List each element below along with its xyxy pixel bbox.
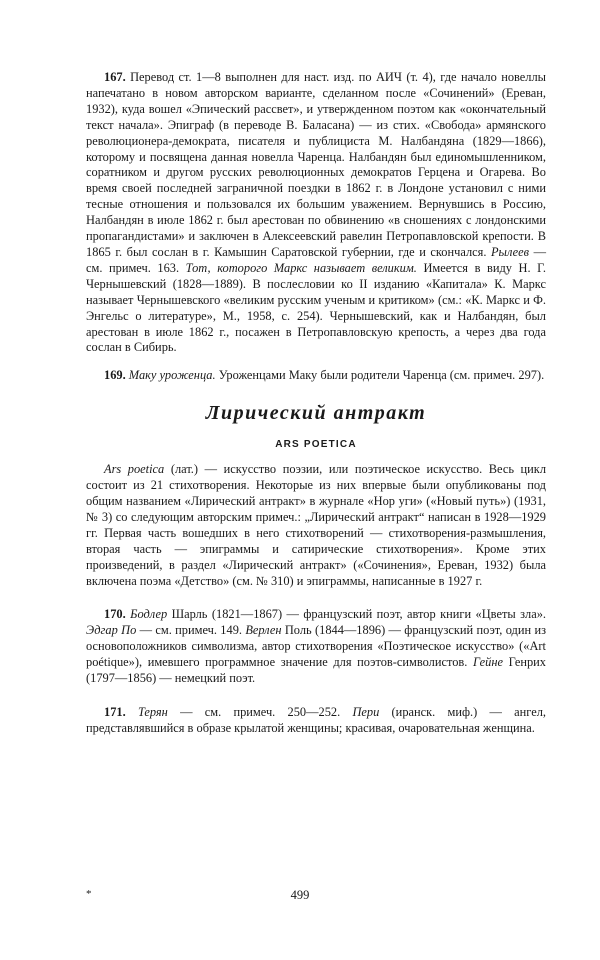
note-text: — см. примеч. 149. [136,623,246,638]
note-167 [86,70,546,356]
note-text: Имеется в виду Н. Г. Чернышевский (1828—1889). В послесловии ко II изданию «Капитала» К. Маркс называет Чернышевского «великим русским ученым и критиком» (см.: «К. Маркс и Ф. Энгельс о литературе», М., 1958, с. 254). Чернышевский, как и Налбандян, был арестован в июле 1862 г., посажен в Петропавловскую крепость, а через два года сослан в Сибирь. [86,260,547,355]
note-term: Терян [137,705,168,719]
note-169 [86,368,546,384]
note-term: Ars poetica [104,462,165,477]
note-text: Шарль (1821—1867) — французский поэт, автор книги «Цветы зла». [167,607,547,622]
section-subtitle: ARS POETICA [275,439,357,451]
note-term: Эдгар По [86,623,137,638]
note-text: Перевод ст. 1—8 выполнен для наст. изд. по АИЧ (т. 4), где начало новеллы напечатано в новом авторском варианте, сделанном после «Сочинений» (Ереван, 1932), куда вошел «Эпический рассвет», и утвержденном поэтом как «окончательный текст начала». Эпиграф (в переводе В. Баласана) — из стих. «Свобода» армянского революционера-демократа, писателя и публициста М. Налбандяна (1829—1866), которому и посвящена данная новелла Чаренца. Налбандян был единомышленником, соратником и другом русских революционных демократов Герцена и Огарева. Во время своей последней заграничной поездки в 1862 г. в Лондоне установил с ними тесные отношения и пользовался их большим уважением. Вернувшись в Россию, Налбандян в июле 1862 г. был арестован по обвинению «в сношениях с лондонскими пропагандистами» и заключен в Алексеевский равелин Петропавловской крепости. В 1865 г. был сослан в г. Камышин Саратовской губернии, где и скончался. [86,70,546,259]
footer-mark: * [86,888,92,900]
note-text: Уроженцами Маку были родители Чаренца (см. примеч. 297). [215,368,545,383]
note-170 [86,607,546,687]
note-text: Генрих (1797—1856) — немецкий поэт. [86,655,547,686]
page-number: 499 [290,888,310,902]
section-title: Лирический антракт [205,402,427,425]
note-term: Бодлер [130,607,168,622]
note-text: — см. примеч. 250—252. [167,705,353,719]
section-intro [86,462,546,589]
note-term: Пери [352,705,380,719]
note-number: 170. [104,607,126,622]
note-number: 167. [104,70,126,84]
page-footer [0,888,600,908]
note-text: — см. примеч. 163. [86,244,546,275]
note-term: Рылеев [490,244,530,259]
note-number: 169. [104,368,126,383]
page-body [86,70,546,737]
note-text: (лат.) — искусство поэзии, или поэтическое искусство. Весь цикл состоит из 21 стихотворения. Некоторые из них впервые были опубликованы под общим названием «Лирический антракт» в журнале «Нор уги» («Новый путь») (1931, № 3) со следующим авторским примеч.: „Лирический антракт“ написан в 1928—1929 гг. Первая часть вошедших в него стихотворений — стихотворения-размышления, вторая часть — эпиграммы и сатирические стихотворения». Кроме этих произведений, в раздел «Лирический антракт» («Сочинения», Ереван, 1932) была включена поэма «Детство» (см. № 310) и эпиграммы, написанные в 1927 г. [86,462,547,588]
note-term: Маку уроженца. [128,368,216,383]
note-text: Поль (1844—1896) — французский поэт, один из основоположников символизма, автор стихотворения «Поэтическое искусство» («Art poétique»), имевшего программное значение для поэтов-символистов. [86,623,546,670]
note-171 [86,705,546,737]
note-term: Тот, которого Маркс называет великим. [185,260,417,275]
note-number: 171. [104,705,126,719]
note-text: (иранск. миф.) — ангел, представлявшийся в образе крылатой женщины; красивая, очаровательная женщина. [86,705,546,735]
note-term: Гейне [472,655,504,670]
note-term: Верлен [245,623,282,638]
